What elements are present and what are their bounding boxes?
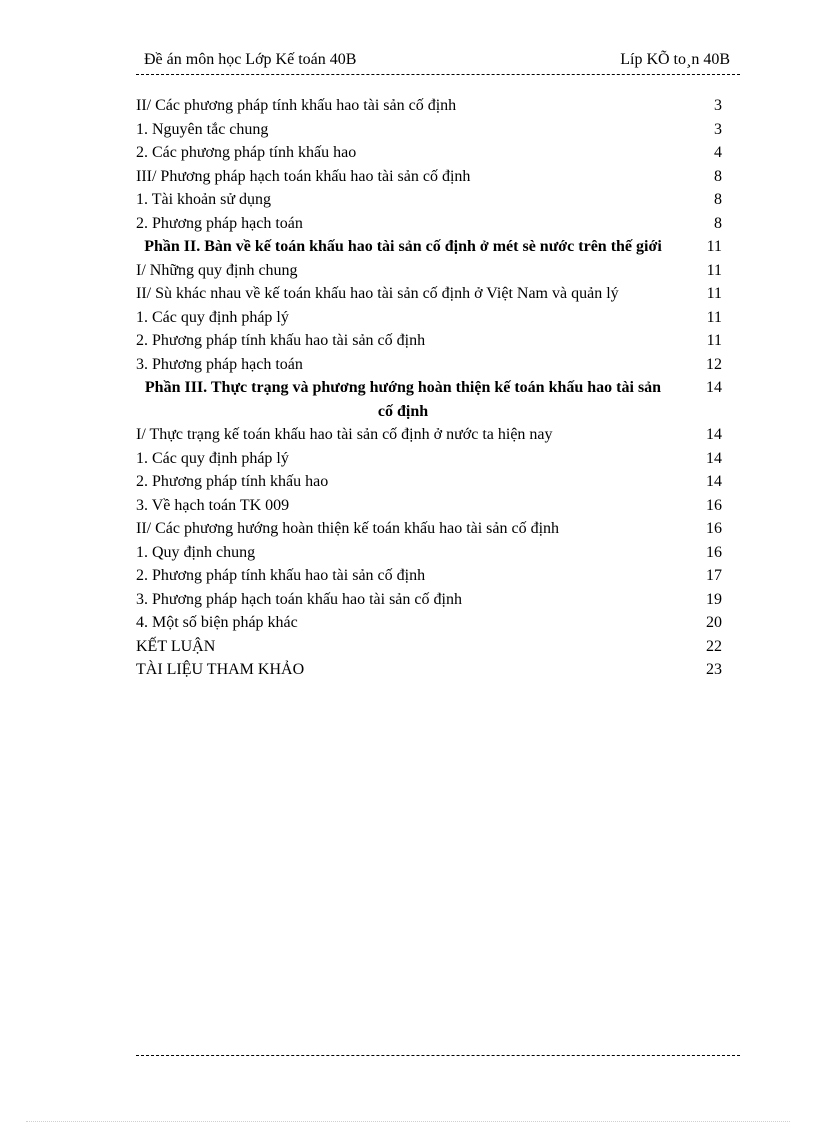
- toc-entry: [136, 212, 722, 236]
- toc-entry-title: 3. Phương pháp hạch toán: [136, 355, 303, 373]
- toc-entry-page: 14: [706, 379, 722, 396]
- toc-entry-title: 1. Nguyên tắc chung: [136, 120, 269, 138]
- toc-entry: [136, 165, 722, 189]
- toc-entry: [136, 188, 722, 212]
- toc-entry-title: 2. Phương pháp tính khấu hao tài sản cố định: [136, 332, 426, 349]
- toc-entry-title: 2. Phương pháp tính khấu hao tài sản cố định: [136, 567, 426, 584]
- toc-entry-page: 11: [706, 261, 722, 279]
- toc-entry-title: I/ Những quy định chung: [136, 261, 298, 279]
- toc-entry-title: 3. Về hạch toán TK 009: [136, 496, 290, 514]
- toc-entry-page: 17: [706, 567, 722, 584]
- toc-entry-title: TÀI LIỆU THAM KHẢO: [136, 661, 305, 678]
- toc-entry-title: II/ Các phương hướng hoàn thiện kế toán khấu hao tài sản cố định: [136, 520, 560, 537]
- toc-entry: [136, 329, 722, 353]
- toc-entry: [136, 611, 722, 635]
- toc-entry-page: 14: [706, 426, 722, 443]
- toc-entry: [136, 353, 722, 377]
- toc-entry-page: 4: [714, 144, 722, 161]
- toc-entry-title: 1. Quy định chung: [136, 543, 256, 561]
- toc-entry-page: 16: [706, 520, 722, 537]
- toc-entry-title: II/ Sù khác nhau về kế toán khấu hao tài sản cố định ở Việt Nam và quản lý: [136, 285, 619, 302]
- toc-entry-title: 2. Phương pháp hạch toán: [136, 214, 303, 232]
- header-right-text: Líp KÕ to¸n 40B: [620, 51, 730, 68]
- toc-entry-page: 19: [706, 590, 722, 608]
- toc-part-heading: [136, 376, 722, 423]
- toc-entry-page: 11: [706, 238, 722, 255]
- toc-entry-page: 14: [706, 449, 722, 467]
- toc-entry-page: 3: [714, 120, 722, 138]
- toc-entry: [136, 470, 722, 494]
- toc-entry: [136, 541, 722, 565]
- toc-entry-title: 1. Tài khoản sử dụng: [136, 191, 272, 208]
- toc-entry: [136, 141, 722, 165]
- toc-entry: [136, 423, 722, 447]
- toc-entry-page: 8: [714, 167, 722, 185]
- toc-entry-page: 12: [706, 355, 722, 373]
- toc-entry: [136, 94, 722, 118]
- toc-entry-title: 4. Một số biện pháp khác: [136, 614, 298, 631]
- toc-entry: [136, 306, 722, 330]
- table-of-contents: [136, 94, 722, 682]
- toc-entry-page: 22: [706, 637, 722, 655]
- toc-entry: [136, 447, 722, 471]
- toc-part-title: Phần II. Bàn về kế toán khấu hao tài sản cố định ở mét sè nước trên thế giới: [144, 238, 662, 255]
- toc-part-title: Phần III. Thực trạng và phương hướng hoàn thiện kế toán khấu hao tài sản cố định: [144, 379, 662, 420]
- page-bottom-edge: [26, 1121, 790, 1122]
- toc-entry: [136, 259, 722, 283]
- toc-entry-page: 8: [714, 191, 722, 208]
- toc-entry-title: 3. Phương pháp hạch toán khấu hao tài sản cố định: [136, 590, 462, 608]
- toc-entry-title: 2. Các phương pháp tính khấu hao: [136, 144, 357, 161]
- toc-entry: [136, 588, 722, 612]
- toc-entry-page: 16: [706, 543, 722, 561]
- toc-entry-page: 8: [714, 214, 722, 232]
- header-left-text: Đề án môn học Lớp Kế toán 40B: [144, 51, 357, 68]
- toc-entry-page: 11: [706, 285, 722, 302]
- toc-part-heading: [136, 235, 722, 259]
- toc-entry: [136, 118, 722, 142]
- toc-entry: [136, 635, 722, 659]
- toc-entry-page: 3: [714, 97, 722, 114]
- page-header: [136, 50, 740, 75]
- toc-entry: [136, 494, 722, 518]
- toc-entry-page: 23: [706, 661, 722, 678]
- toc-entry: [136, 564, 722, 588]
- footer-divider: [136, 1055, 740, 1056]
- toc-entry-page: 11: [706, 332, 722, 349]
- toc-entry: [136, 658, 722, 682]
- toc-entry-title: III/ Phương pháp hạch toán khấu hao tài sản cố định: [136, 167, 471, 185]
- toc-entry-title: 2. Phương pháp tính khấu hao: [136, 473, 329, 490]
- toc-entry-title: KẾT LUẬN: [136, 637, 216, 655]
- toc-entry: [136, 517, 722, 541]
- toc-entry-page: 14: [706, 473, 722, 490]
- toc-entry-title: II/ Các phương pháp tính khấu hao tài sản cố định: [136, 97, 457, 114]
- toc-entry-title: 1. Các quy định pháp lý: [136, 449, 289, 467]
- toc-entry: [136, 282, 722, 306]
- toc-entry-page: 20: [706, 614, 722, 631]
- toc-entry-page: 16: [706, 496, 722, 514]
- toc-entry-page: 11: [706, 308, 722, 326]
- toc-entry-title: 1. Các quy định pháp lý: [136, 308, 289, 326]
- toc-entry-title: I/ Thực trạng kế toán khấu hao tài sản cố định ở nước ta hiện nay: [136, 426, 553, 443]
